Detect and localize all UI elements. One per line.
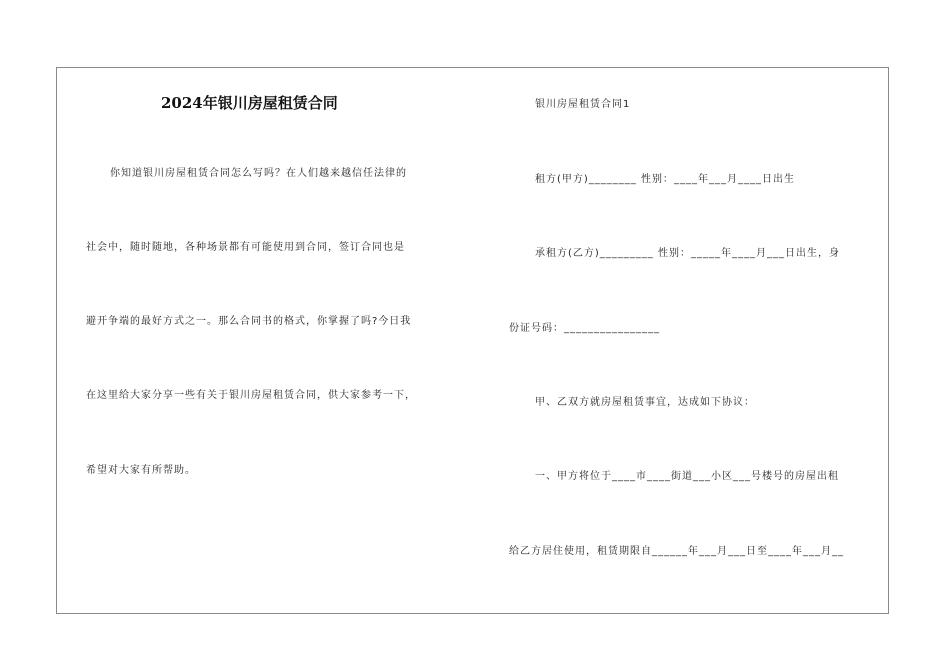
intro-line-5: 希望对大家有所帮助。 — [86, 465, 196, 476]
agreement-line: 甲、乙双方就房屋租赁事宜，达成如下协议： — [535, 397, 755, 408]
intro-line-3: 避开争端的最好方式之一。那么合同书的格式，你掌握了吗?今日我 — [86, 316, 412, 327]
id-number-line: 份证号码：________________ — [509, 323, 660, 334]
intro-line-4: 在这里给大家分享一些有关于银川房屋租赁合同，供大家参考一下， — [86, 390, 416, 401]
contract-heading: 银川房屋租赁合同1 — [535, 99, 631, 110]
lease-term-line: 给乙方居住使用，租赁期限自______年___月___日至____年___月__ — [509, 546, 844, 557]
document-title: 2024年银川房屋租赁合同 — [161, 94, 338, 112]
intro-line-1: 你知道银川房屋租赁合同怎么写吗？在人们越来越信任法律的 — [110, 168, 407, 179]
lessee-line: 承租方(乙方)_________ 性别：_____年____月___日出生，身 — [535, 248, 840, 259]
intro-line-2: 社会中，随时随地，各种场景都有可能使用到合同，签订合同也是 — [86, 242, 405, 253]
clause-one-line: 一、甲方将位于____市____街道___小区___号楼号的房屋出租 — [535, 471, 839, 482]
document-page — [56, 67, 889, 614]
lessor-line: 租方(甲方)________ 性别：____年___月____日出生 — [535, 174, 795, 185]
